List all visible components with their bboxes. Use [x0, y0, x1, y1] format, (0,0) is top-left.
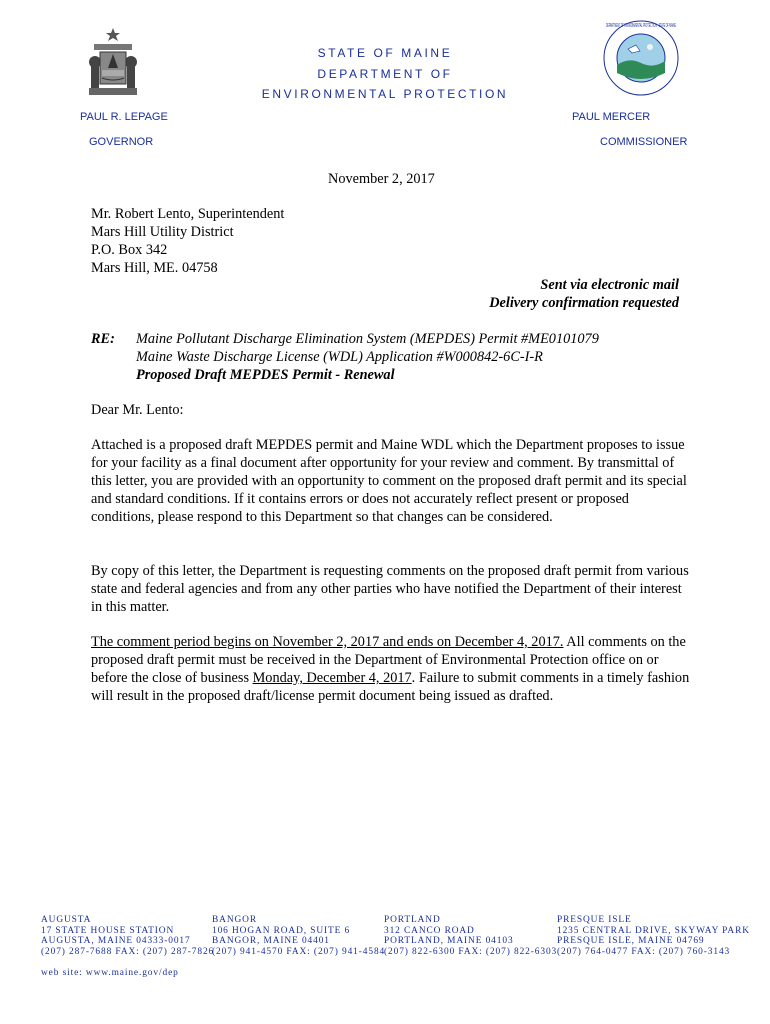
paragraph-2: By copy of this letter, the Department is requesting comments on the proposed draft permit from various state and federal agencies and from any other parties who have notified the Department of their interest in this matter.: [91, 563, 689, 615]
paragraph-3: [91, 633, 691, 705]
office-address: 312 CANCO ROAD: [384, 925, 475, 936]
re-label: RE:: [91, 331, 115, 347]
office-city: PORTLAND: [384, 915, 441, 925]
office-phone: (207) 764-0477 FAX: (207) 760-3143: [557, 946, 731, 957]
recipient-line: Mr. Robert Lento, Superintendent: [91, 206, 285, 222]
paragraph-1: Attached is a proposed draft MEPDES permit and Maine WDL which the Department proposes to issue for your facility as a final document after opportunity for your review and comment. By transmittal of this letter, you are provided with an opportunity to comment on the proposed draft permit and its special and standard conditions. If it contains errors or does not accurately reflect present or proposed conditions, please respond to this Department so that changes can be considered.: [91, 437, 687, 525]
office-address-city: PRESQUE ISLE, MAINE 04769: [557, 936, 705, 947]
letter-date: November 2, 2017: [328, 171, 435, 187]
re-line-title: Proposed Draft MEPDES Permit - Renewal: [136, 367, 395, 383]
office-portland: [384, 915, 557, 957]
commissioner-name: PAUL MERCER: [572, 111, 651, 123]
commissioner-title: COMMISSIONER: [600, 136, 688, 148]
office-phone: (207) 941-4570 FAX: (207) 941-4584: [212, 946, 386, 957]
office-bangor: [212, 915, 385, 957]
delivery-notes: [489, 276, 679, 312]
office-address: 1235 CENTRAL DRIVE, SKYWAY PARK: [557, 925, 750, 936]
re-subject: [136, 330, 599, 384]
paragraph-3-text: All comments on the proposed draft permit must be received in the Department of Environmental Protection office on or before the close of business: [91, 634, 686, 686]
recipient-address: [91, 205, 284, 277]
dep-seal-text: DEPARTMENT OF ENVIRONMENTAL PROTECTION · STATE OF MAINE: [606, 23, 677, 29]
website-link[interactable]: web site: www.maine.gov/dep: [41, 968, 179, 978]
dep-seal: [602, 19, 680, 97]
office-presque-isle: [557, 915, 750, 957]
recipient-line: Mars Hill, ME. 04758: [91, 260, 218, 276]
office-address-city: AUGUSTA, MAINE 04333-0017: [41, 936, 191, 947]
office-address: 106 HOGAN ROAD, SUITE 6: [212, 925, 351, 936]
paragraph-3-text-end: . Failure to submit comments in a timely fashion will result in the proposed draft/license permit document being issued as drafted.: [91, 670, 690, 704]
office-city: PRESQUE ISLE: [557, 915, 632, 925]
re-line-permit: Maine Pollutant Discharge Elimination System (MEPDES) Permit #ME0101079: [136, 331, 599, 347]
recipient-line: P.O. Box 342: [91, 242, 168, 258]
header-state: STATE OF MAINE: [317, 46, 453, 60]
office-phone: (207) 822-6300 FAX: (207) 822-6303: [384, 946, 558, 957]
governor-name: PAUL R. LEPAGE: [80, 111, 168, 123]
office-phone: (207) 287-7688 FAX: (207) 287-7826: [41, 946, 215, 957]
office-augusta: [41, 915, 214, 957]
recipient-line: Mars Hill Utility District: [91, 224, 234, 240]
dep-seal-icon: [602, 19, 680, 97]
comment-deadline: Monday, December 4, 2017: [252, 670, 412, 686]
governor-title: GOVERNOR: [89, 136, 154, 148]
delivery-confirmation: Delivery confirmation requested: [489, 295, 679, 311]
office-address-city: BANGOR, MAINE 04401: [212, 936, 330, 947]
header-department: DEPARTMENT OF: [317, 67, 453, 81]
delivery-method: Sent via electronic mail: [540, 277, 679, 293]
re-line-license: Maine Waste Discharge License (WDL) Application #W000842-6C-I-R: [136, 349, 543, 365]
office-city: AUGUSTA: [41, 915, 92, 925]
office-address: 17 STATE HOUSE STATION: [41, 925, 175, 936]
office-city: BANGOR: [212, 915, 257, 925]
comment-period-dates: The comment period begins on November 2, 2017 and ends on December 4, 2017.: [91, 634, 564, 650]
header-agency: ENVIRONMENTAL PROTECTION: [261, 87, 509, 101]
office-address-city: PORTLAND, MAINE 04103: [384, 936, 514, 947]
salutation: Dear Mr. Lento:: [91, 402, 184, 418]
